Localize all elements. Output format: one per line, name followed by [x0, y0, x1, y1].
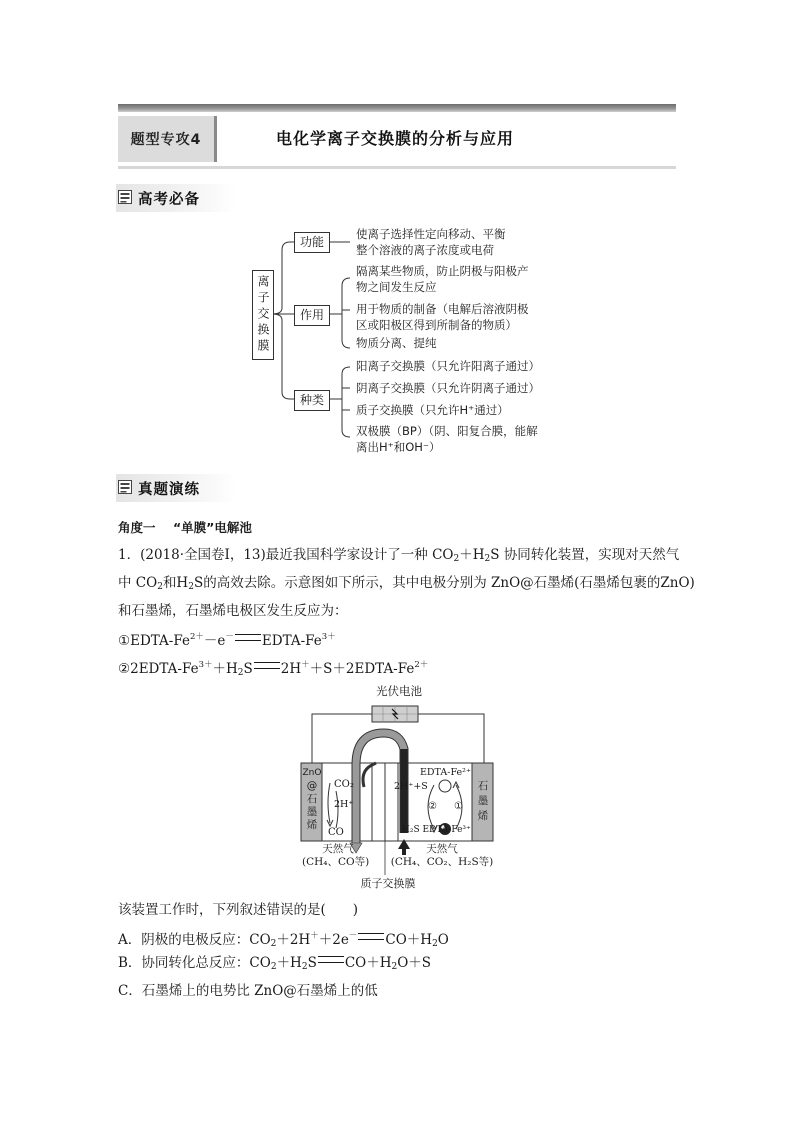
tree-leaf: 用于物质的制备（电解后溶液阴极 区或阳极区得到所制备的物质） — [356, 302, 529, 332]
co2-label: CO₂ — [334, 779, 354, 790]
section-title: 真题演练 — [138, 482, 200, 498]
option-b: B．协同转化总反应：$CO_2+H_2S$ $CO+H_2O+S$ — [118, 955, 432, 972]
tree-leaf: 隔离某些物质，防止阴极与阳极产 物之间发生反应 — [356, 264, 529, 294]
cycle-2-label: ② — [428, 801, 437, 812]
tree-branch-types: 种类 — [294, 390, 330, 411]
solar-cell-label: 光伏电池 — [376, 684, 422, 698]
question-stem-line: 和石墨烯，石墨烯电极区发生反应为： — [118, 603, 348, 619]
tree-leaf: 物质分离、提纯 — [356, 336, 437, 350]
tree-root-box: 离子交换膜 — [252, 270, 274, 360]
section-icon — [118, 480, 132, 494]
section-icon — [118, 190, 132, 204]
tree-leaf: 阴离子交换膜（只允许阴离子通过） — [356, 381, 540, 395]
angle-heading: 角度一 “单膜”电解池 — [118, 520, 252, 535]
tree-leaf: 使离子选择性定向移动、平衡 整个溶液的离子浓度或电荷 — [356, 227, 506, 257]
membrane-label: 质子交换膜 — [360, 877, 416, 890]
h-plus-label: 2H⁺ — [334, 799, 354, 810]
tree-branch-role: 作用 — [294, 305, 330, 326]
topic-banner — [118, 104, 676, 168]
ion-membrane-tree — [250, 228, 570, 458]
tree-leaf: 阳离子交换膜（只允许阳离子通过） — [356, 359, 540, 373]
fe2-label: EDTA-Fe²⁺ — [420, 767, 471, 778]
question-prompt: 该装置工作时，下列叙述错误的是( ) — [118, 902, 359, 918]
co-label: CO — [328, 827, 344, 838]
section-heading-practice — [116, 474, 236, 502]
cycle-1-label: ① — [454, 801, 463, 812]
banner-top-rule — [118, 104, 676, 112]
h2s-fe3-label: H₂S EDTA-Fe³⁺ — [402, 825, 471, 835]
option-c: C．石墨烯上的电势比 ZnO@石墨烯上的低 — [118, 983, 378, 999]
question-stem-line: 中 $CO_2$和$H_2S$的高效去除。示意图如下所示，其中电极分别为 ZnO@石墨烯(石墨烯包裹的ZnO) — [118, 575, 695, 592]
topic-title: 电化学离子交换膜的分析与应用 — [276, 129, 515, 148]
topic-tag-divider — [214, 116, 217, 162]
section-title: 高考必备 — [138, 192, 200, 208]
electrolysis-apparatus-diagram — [296, 683, 498, 893]
question-stem-line: 1．(2018·全国卷Ⅰ，13)最近我国科学家设计了一种 $CO_2+H_2S$ 协同转化装置，实现对天然气 — [118, 547, 680, 564]
right-electrode-label: 石 墨 烯 — [477, 780, 489, 822]
h-s-label: 2H⁺+S — [394, 781, 428, 792]
section-heading-must-know — [116, 184, 236, 212]
gas-in-label: 天然气 (CH₄、CO₂、H₂S等) — [390, 843, 494, 868]
gas-out-label: 天然气 (CH₄、CO等) — [302, 843, 370, 868]
left-electrode-label: ZnO @ 石 墨 烯 — [302, 768, 322, 831]
banner-bottom-rule — [118, 166, 676, 169]
reaction-equation-1: ①EDTA-$Fe^{2+}-e^-$ EDTA-$Fe^{3+}$ — [118, 632, 336, 649]
topic-tag: 题型专攻4 — [118, 116, 214, 162]
tree-leaf: 质子交换膜（只允许H⁺通过） — [356, 403, 509, 417]
tree-branch-function: 功能 — [294, 232, 330, 253]
tree-leaf: 双极膜（BP）（阴、阳复合膜，能解 离出H⁺和OH⁻） — [356, 424, 538, 454]
option-a: A．阴极的电极反应：$CO_2+2H^++2e^-$ $CO+H_2O$ — [118, 931, 449, 949]
reaction-equation-2: $②2EDTA-Fe^{3+}+H_2S$ $2H^++S+2EDTA-Fe^{2+}$ — [118, 660, 429, 678]
